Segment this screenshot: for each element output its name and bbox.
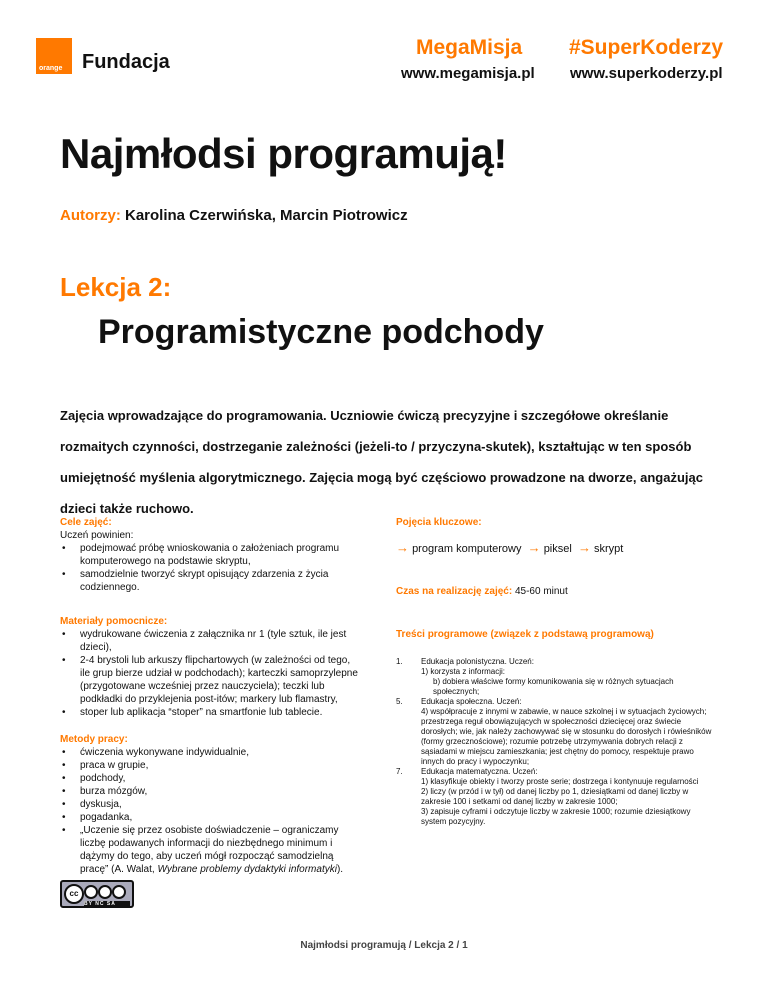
list-item: • samodzielnie tworzyć skrypt opisujący zdarzenia z życia codziennego.: [60, 568, 360, 594]
curriculum-item: [396, 657, 716, 697]
item-number: 1.: [396, 657, 403, 666]
quote-text: „Uczenie się przez osobiste doświadczenie – ograniczamy liczbę podawanych informacji do niezbędnego minimum i dążymy do tego, aby uczeń mógł rozpocząć samodzielną pracę” (A. Walat,: [80, 825, 339, 875]
list-item: • burza mózgów,: [60, 785, 360, 798]
list-item: • dyskusja,: [60, 798, 360, 811]
key-concepts-list: [396, 541, 716, 556]
lesson-subtitle: Programistyczne podchody: [98, 313, 544, 351]
list-item: • stoper lub aplikacja “stoper” na smartfonie lub tablecie.: [60, 706, 360, 719]
item-title: Edukacja polonistyczna. Uczeń:: [421, 657, 534, 666]
brand-name: Fundacja: [82, 51, 170, 73]
logo-text: orange: [39, 65, 63, 72]
item-subline: b) dobiera właściwe formy komunikowania się w różnych sytuacjach społecznych;: [433, 677, 674, 696]
list-item: • 2-4 brystoli lub arkuszy flipchartowych (w zależności od tego, ile grup bierze udział w podchodach); karteczki samoprzylepne (przygotowane wcześniej przez nauczyciela); teczki lub podkładki do przyklejenia post-itów; markery lub flamastry,: [60, 654, 360, 706]
item-line: 4) współpracuje z innymi w zabawie, w nauce szkolnej i w sytuacjach życiowych; przestrzega reguł obowiązujących w społeczności dziecięcej oraz świecie dorosłych; wie, jak należy zachowywać się w stosunku do dorosłych i rówieśników (formy grzecznościowe); rozumie potrzebę utrzymywania dobrych relacji z sąsiadami w miejscu zamieszkania; jest chętny do pomocy, respektuje prawo innych do pracy i wypoczynku;: [421, 707, 712, 766]
arrow-icon: →: [396, 540, 409, 555]
item-title: Edukacja społeczna. Uczeń:: [421, 697, 522, 706]
curriculum-list: [396, 657, 716, 827]
list-item: • wydrukowane ćwiczenia z załącznika nr 1 (tyle sztuk, ile jest dzieci),: [60, 628, 360, 654]
curriculum-section: [396, 628, 716, 827]
key-concept: piksel: [543, 543, 572, 555]
authors-line: [60, 207, 408, 224]
list-item: • praca w grupie,: [60, 759, 360, 772]
goals-label: Cele zajęć:: [60, 517, 112, 528]
license-tags: BY NC SA: [84, 901, 130, 907]
authors-label: Autorzy:: [60, 207, 121, 224]
time-value: 45-60 minut: [514, 586, 568, 597]
megamisja-url[interactable]: www.megamisja.pl: [401, 65, 535, 82]
goals-section: [60, 516, 360, 594]
cc-license-badge[interactable]: [60, 880, 134, 908]
cc-icon: cc: [64, 884, 84, 904]
materials-section: [60, 615, 360, 719]
materials-label: Materiały pomocnicze:: [60, 616, 168, 627]
intro-paragraph: Zajęcia wprowadzające do programowania. Uczniowie ćwiczą precyzyjne i szczegółowe określanie rozmaitych czynności, dostrzeganie zależności (jeżeli-to / przyczyna-skutek), kształtując w ten sposób umiejętność myślenia algorytmicznego. Zajęcia mogą być częściowo prowadzone na dworze, angażując dzieci także ruchowo.: [60, 408, 703, 516]
key-concept: skrypt: [594, 543, 624, 555]
curriculum-item: [396, 697, 716, 767]
time-section: [396, 585, 716, 598]
key-concept: program komputerowy: [412, 543, 522, 555]
goals-lead: Uczeń powinien:: [60, 530, 134, 541]
key-concepts-section: [396, 516, 716, 556]
item-number: 5.: [396, 697, 403, 706]
sa-icon: [112, 885, 126, 899]
page-footer: Najmłodsi programują / Lekcja 2 / 1: [300, 940, 468, 951]
nc-icon: [98, 885, 112, 899]
list-item: [60, 824, 360, 876]
curriculum-item: [396, 767, 716, 827]
megamisja-title: MegaMisja: [416, 36, 523, 59]
authors-names: Karolina Czerwińska, Marcin Piotrowicz: [125, 207, 408, 224]
time-label: Czas na realizację zajęć:: [396, 586, 513, 597]
item-line: 3) zapisuje cyframi i odczytuje liczby w zakresie 1000; rozumie dziesiątkowy system pozycyjny.: [421, 807, 691, 826]
list-item: • ćwiczenia wykonywane indywidualnie,: [60, 746, 360, 759]
key-concepts-label: Pojęcia kluczowe:: [396, 517, 482, 528]
list-item: • podejmować próbę wnioskowania o założeniach programu komputerowego na podstawie skryptu,: [60, 542, 360, 568]
superkoderzy-url[interactable]: www.superkoderzy.pl: [570, 65, 723, 82]
item-line: 1) klasyfikuje obiekty i tworzy proste serie; dostrzega i kontynuuje regularności: [421, 777, 699, 786]
lesson-label: Lekcja 2:: [60, 272, 172, 302]
methods-section: [60, 733, 360, 876]
superkoderzy-title: #SuperKoderzy: [569, 36, 724, 59]
item-line: 2) liczy (w przód i w tył) od danej liczby po 1, dziesiątkami od danej liczby w zakresie 100 i setkami od danej liczby w zakresie 1000;: [421, 787, 689, 806]
page-title: Najmłodsi programują!: [60, 130, 507, 177]
item-line: 1) korzysta z informacji:: [421, 667, 506, 676]
curriculum-label: Treści programowe (związek z podstawą programową): [396, 629, 654, 640]
arrow-icon: →: [577, 540, 591, 555]
arrow-icon: →: [527, 540, 541, 555]
list-item: • podchody,: [60, 772, 360, 785]
item-title: Edukacja matematyczna. Uczeń:: [421, 767, 538, 776]
orange-logo: [36, 38, 72, 74]
methods-label: Metody pracy:: [60, 734, 128, 745]
list-item: • pogadanka,: [60, 811, 360, 824]
citation-title: Wybrane problemy dydaktyki informatyki: [157, 864, 337, 875]
item-number: 7.: [396, 767, 403, 776]
by-icon: [84, 885, 98, 899]
citation-end: ).: [336, 864, 344, 875]
